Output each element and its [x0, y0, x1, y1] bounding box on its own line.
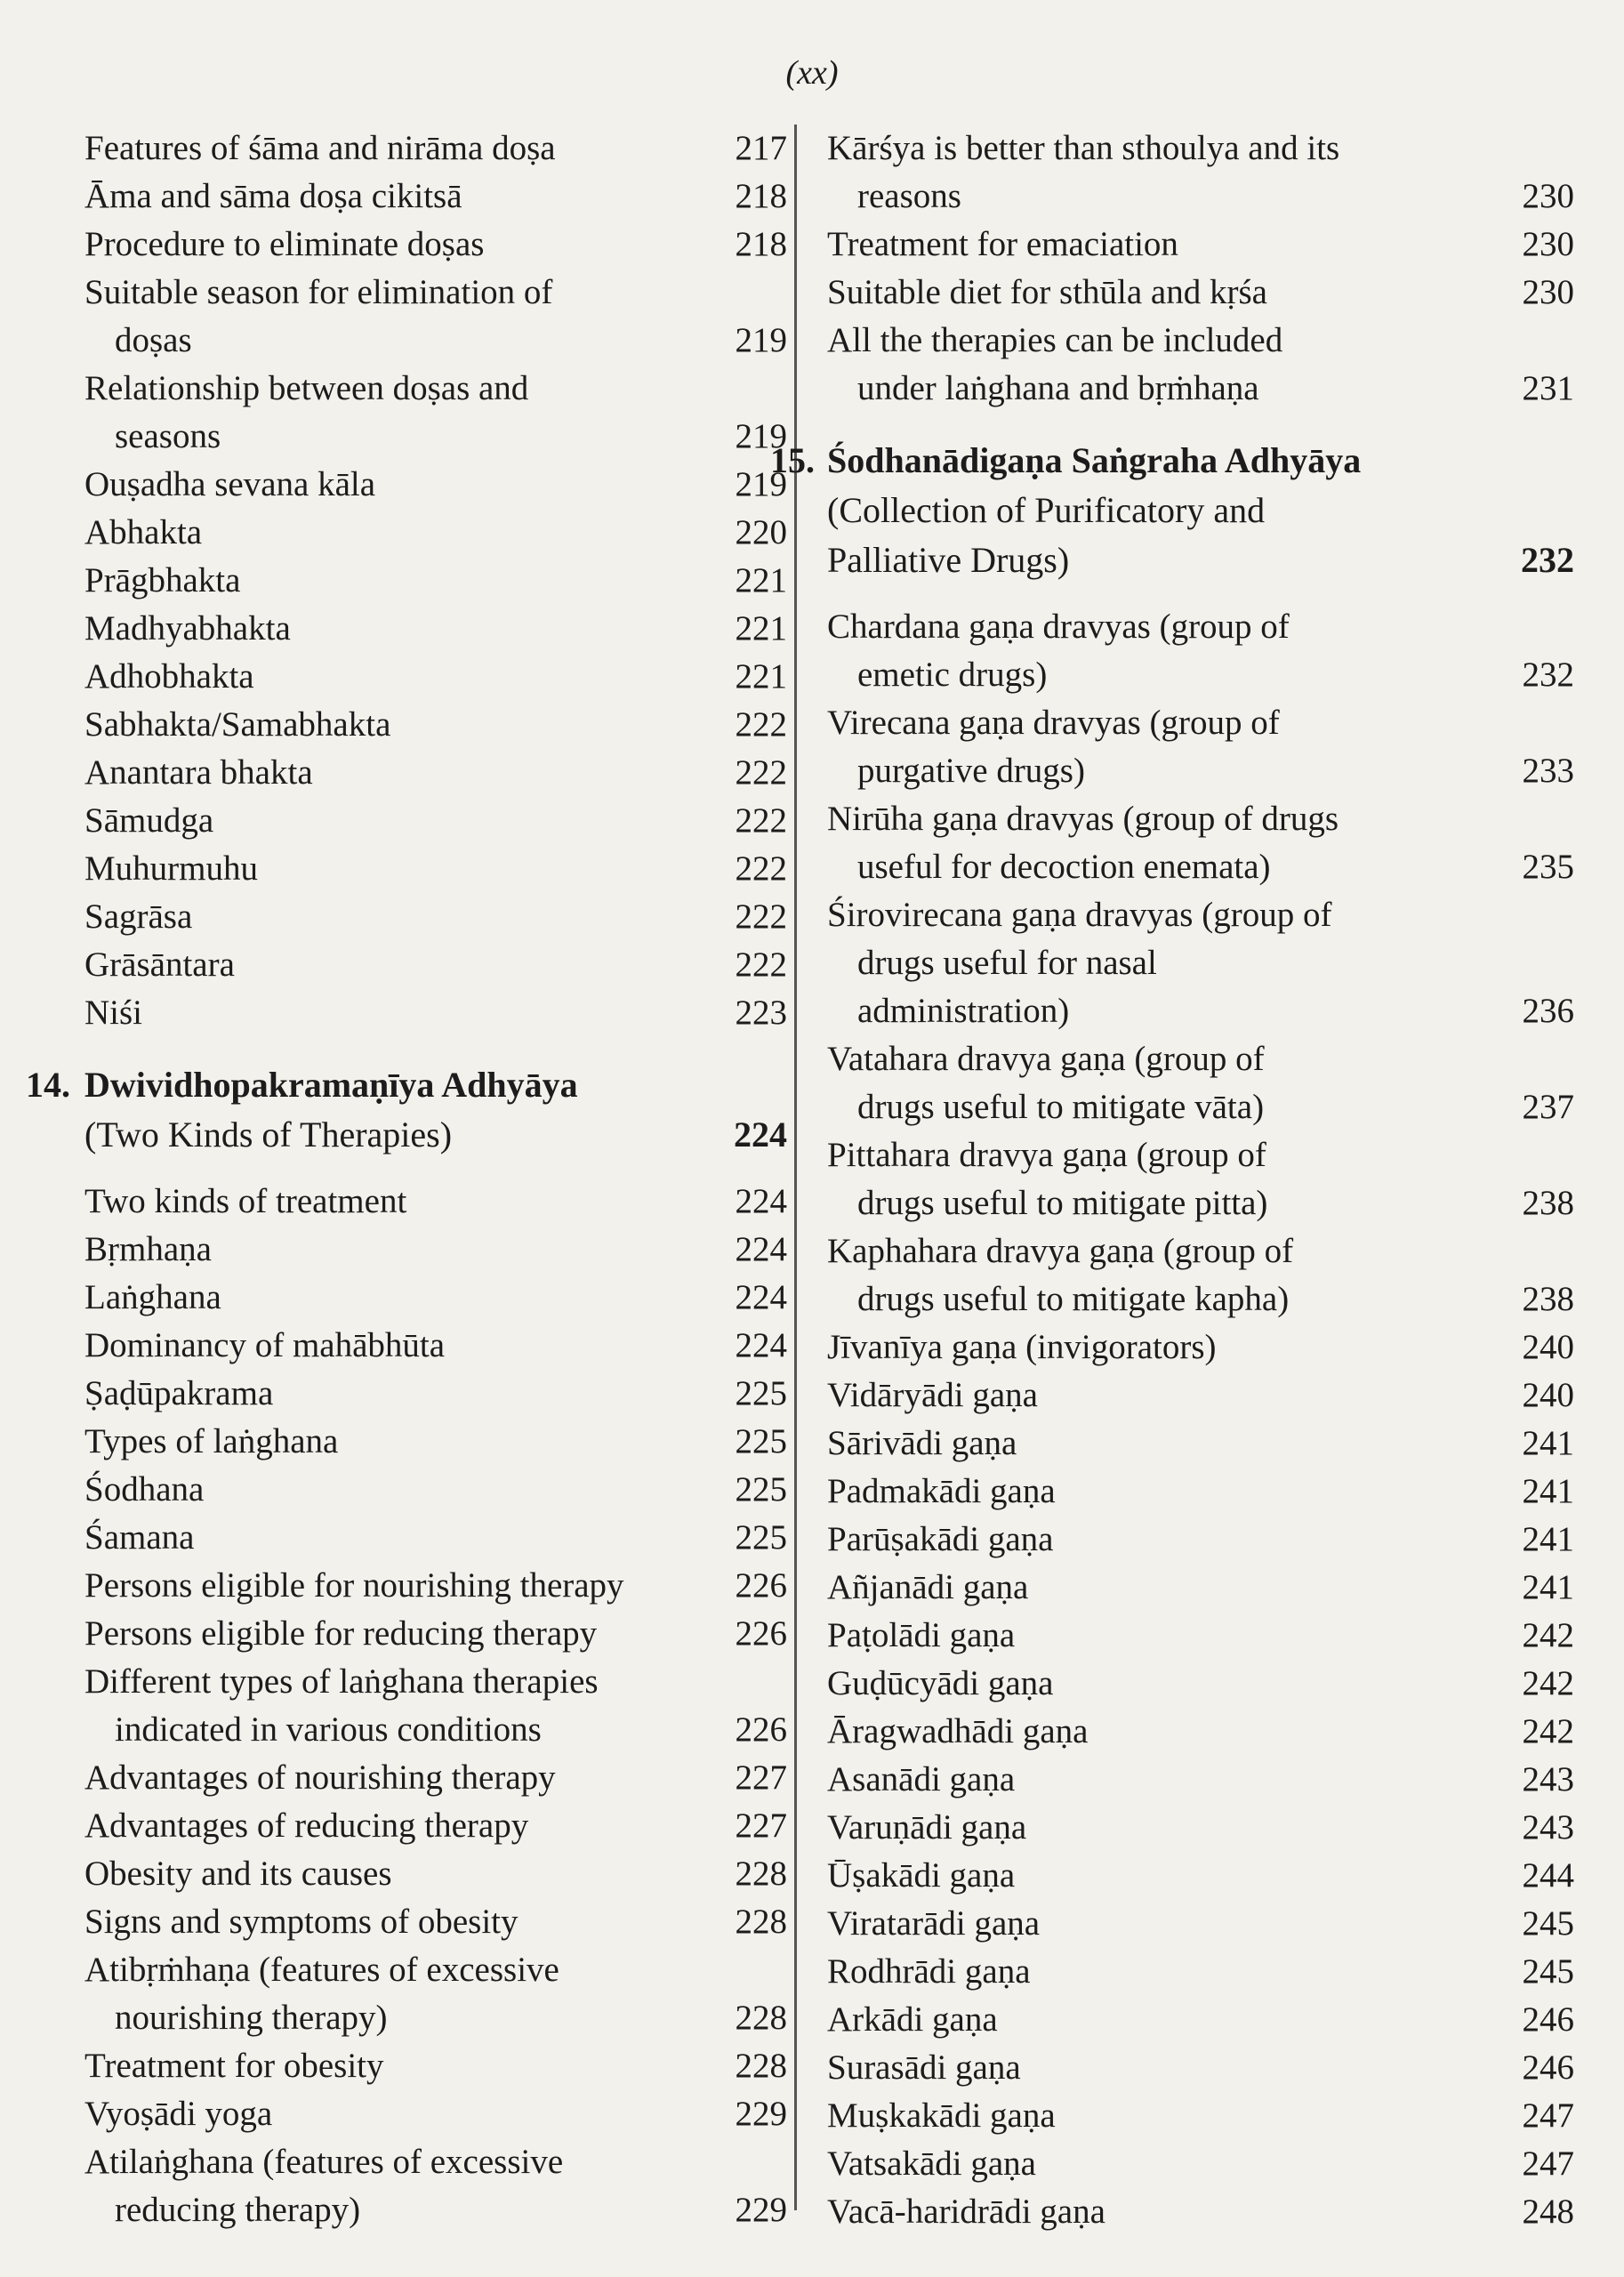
entry-page-number: 225 — [735, 1470, 787, 1509]
entry-page-number: 222 — [735, 945, 787, 984]
entry-title: Ṣaḍūpakrama — [84, 1374, 274, 1412]
entry-title: drugs useful to mitigate kapha) — [857, 1280, 1290, 1318]
chapter-number: 14. — [26, 1065, 70, 1105]
toc-entry — [84, 1610, 787, 1658]
entry-page-number: 219 — [735, 321, 787, 359]
toc-entry — [827, 1900, 1574, 1948]
toc-entry — [827, 699, 1574, 795]
entry-page-number: 230 — [1522, 225, 1574, 263]
entry-title: useful for decoction enemata) — [857, 848, 1271, 886]
toc-entry — [84, 1418, 787, 1466]
entry-title: Muhurmuhu — [84, 849, 258, 888]
entry-title: Vyoṣādi yoga — [84, 2095, 273, 2133]
toc-entry — [827, 1756, 1574, 1804]
toc-entry — [84, 1802, 787, 1850]
entry-page-number: 245 — [1522, 1952, 1574, 1991]
entry-title: Relationship between doṣas and — [84, 369, 529, 407]
entry-page-number: 231 — [1522, 369, 1574, 407]
chapter-heading — [26, 1060, 787, 1160]
entry-page-number: 235 — [1522, 848, 1574, 886]
toc-entry — [84, 1514, 787, 1562]
toc-entry — [84, 461, 787, 509]
entry-page-number: 218 — [735, 225, 787, 263]
toc-entry — [84, 1658, 787, 1754]
entry-page-number: 237 — [1522, 1088, 1574, 1126]
toc-entry — [84, 509, 787, 557]
entry-title: Two kinds of treatment — [84, 1182, 407, 1220]
toc-entry — [84, 1226, 787, 1274]
entry-title: Sāmudga — [84, 801, 214, 840]
chapter-subtitle: Palliative Drugs) — [827, 540, 1070, 580]
toc-entry — [84, 749, 787, 797]
entry-page-number: 224 — [735, 1230, 787, 1268]
toc-entry — [84, 1898, 787, 1946]
toc-entry — [827, 603, 1574, 699]
entry-page-number: 226 — [735, 1614, 787, 1653]
entry-title: Madhyabhakta — [84, 609, 291, 648]
entry-title: Persons eligible for reducing therapy — [84, 1614, 598, 1653]
toc-entry — [827, 1612, 1574, 1660]
entry-page-number: 246 — [1522, 2000, 1574, 2039]
entry-page-number: 228 — [735, 1855, 787, 1893]
entry-page-number: 244 — [1522, 1856, 1574, 1895]
entry-title: Sārivādi gaṇa — [827, 1424, 1017, 1462]
toc-entry — [84, 1466, 787, 1514]
toc-entry — [827, 2140, 1574, 2188]
entry-page-number: 247 — [1522, 2144, 1574, 2183]
entry-title: Vatahara dravya gaṇa (group of — [827, 1040, 1265, 1078]
entry-page-number: 219 — [735, 417, 787, 455]
toc-entry — [827, 1996, 1574, 2044]
toc-entry — [827, 2092, 1574, 2140]
entry-title: Abhakta — [84, 513, 203, 551]
entry-title: Advantages of reducing therapy — [84, 1806, 529, 1845]
entry-title: Varuṇādi gaṇa — [827, 1808, 1027, 1847]
chapter-heading — [770, 436, 1574, 585]
entry-title: Padmakādi gaṇa — [827, 1472, 1056, 1510]
entry-page-number: 243 — [1522, 1760, 1574, 1798]
entry-title: reasons — [857, 177, 961, 215]
toc-entry — [84, 269, 787, 365]
entry-title: Virecana gaṇa dravyas (group of — [827, 704, 1280, 742]
entry-title: Grāsāntara — [84, 945, 235, 984]
entry-page-number: 238 — [1522, 1280, 1574, 1318]
entry-page-number: 229 — [735, 2095, 787, 2133]
toc-entry — [84, 941, 787, 989]
entry-title: Paṭolādi gaṇa — [827, 1616, 1016, 1654]
entry-page-number: 230 — [1522, 177, 1574, 215]
entry-page-number: 228 — [735, 1903, 787, 1941]
entry-title: Chardana gaṇa dravyas (group of — [827, 607, 1290, 646]
toc-entry — [84, 1370, 787, 1418]
toc-entry — [827, 1804, 1574, 1852]
entry-page-number: 222 — [735, 897, 787, 936]
entry-title: Prāgbhakta — [84, 561, 241, 599]
toc-entry — [827, 1324, 1574, 1372]
entry-title: Asanādi gaṇa — [827, 1760, 1016, 1798]
entry-page-number: 218 — [735, 177, 787, 215]
entry-page-number: 227 — [735, 1758, 787, 1797]
entry-title: Ouṣadha sevana kāla — [84, 465, 376, 503]
entry-title: Muṣkakādi gaṇa — [827, 2096, 1056, 2135]
entry-page-number: 227 — [735, 1806, 787, 1845]
entry-title: Jīvanīya gaṇa (invigorators) — [827, 1328, 1217, 1366]
entry-title: Śamana — [84, 1518, 195, 1557]
toc-entry — [827, 221, 1574, 269]
entry-title: drugs useful for nasal — [857, 944, 1157, 982]
entry-page-number: 228 — [735, 2047, 787, 2085]
entry-page-number: 226 — [735, 1566, 787, 1605]
entry-title: Guḍūcyādi gaṇa — [827, 1664, 1054, 1702]
entry-title: Atibṛṁhaṇa (features of excessive — [84, 1951, 559, 1989]
entry-page-number: 217 — [735, 129, 787, 167]
entry-title: Different types of laṅghana therapies — [84, 1662, 599, 1701]
toc-entry — [84, 701, 787, 749]
entry-title: Features of śāma and nirāma doṣa — [84, 129, 556, 167]
page-number: (xx) — [785, 54, 839, 92]
toc-entry — [827, 795, 1574, 891]
entry-page-number: 246 — [1522, 2048, 1574, 2087]
entry-page-number: 224 — [735, 1278, 787, 1316]
toc-entry — [827, 125, 1574, 221]
toc-left-column — [26, 125, 787, 2234]
entry-page-number: 223 — [735, 994, 787, 1032]
entry-title: Ūṣakādi gaṇa — [827, 1856, 1016, 1895]
toc-entry — [84, 1178, 787, 1226]
entry-page-number: 242 — [1522, 1616, 1574, 1654]
entry-title: All the therapies can be included — [827, 321, 1283, 359]
toc-entry — [827, 1227, 1574, 1324]
toc-entry — [84, 221, 787, 269]
toc-entry — [84, 1274, 787, 1322]
entry-title: Āma and sāma doṣa cikitsā — [84, 177, 462, 215]
entry-title: Añjanādi gaṇa — [827, 1568, 1029, 1606]
entry-title: Anantara bhakta — [84, 753, 313, 792]
toc-entry — [84, 1850, 787, 1898]
toc-entry — [827, 1708, 1574, 1756]
entry-title: Surasādi gaṇa — [827, 2048, 1021, 2087]
entry-title: Parūṣakādi gaṇa — [827, 1520, 1054, 1558]
entry-page-number: 232 — [1522, 656, 1574, 694]
entry-page-number: 245 — [1522, 1904, 1574, 1943]
entry-title: Sagrāsa — [84, 897, 193, 936]
entry-page-number: 219 — [735, 465, 787, 503]
toc-entry — [827, 1131, 1574, 1227]
entry-page-number: 240 — [1522, 1376, 1574, 1414]
entry-title: Pittahara dravya gaṇa (group of — [827, 1136, 1266, 1174]
entry-title: purgative drugs) — [857, 752, 1085, 790]
entry-title: Obesity and its causes — [84, 1855, 392, 1893]
entry-title: Sabhakta/Samabhakta — [84, 705, 391, 744]
entry-title: Rodhrādi gaṇa — [827, 1952, 1031, 1991]
entry-page-number: 229 — [735, 2191, 787, 2229]
toc-entry — [827, 1468, 1574, 1516]
toc-entry — [84, 893, 787, 941]
chapter-subtitle: (Two Kinds of Therapies) — [84, 1114, 453, 1155]
entry-title: indicated in various conditions — [115, 1710, 542, 1749]
entry-title: doṣas — [115, 321, 192, 359]
toc-entry — [827, 1852, 1574, 1900]
toc-entry — [827, 1516, 1574, 1564]
toc-entry — [84, 173, 787, 221]
entry-title: emetic drugs) — [857, 656, 1048, 694]
toc-entry — [827, 2188, 1574, 2236]
chapter-title: Śodhanādigaṇa Saṅgraha Adhyāya — [827, 440, 1362, 480]
toc-entry — [827, 1948, 1574, 1996]
entry-title: Treatment for emaciation — [827, 225, 1178, 263]
entry-page-number: 225 — [735, 1422, 787, 1460]
toc-entry — [84, 1562, 787, 1610]
entry-title: Niśi — [84, 994, 143, 1032]
entry-page-number: 224 — [735, 1182, 787, 1220]
chapter-subtitle: (Collection of Purificatory and — [827, 490, 1266, 530]
entry-page-number: 221 — [735, 561, 787, 599]
entry-page-number: 242 — [1522, 1664, 1574, 1702]
entry-title: Śirovirecana gaṇa dravyas (group of — [827, 896, 1332, 934]
entry-page-number: 243 — [1522, 1808, 1574, 1847]
entry-page-number: 230 — [1522, 273, 1574, 311]
chapter-page-number: 224 — [734, 1114, 787, 1155]
entry-page-number: 228 — [735, 1999, 787, 2037]
entry-title: Suitable season for elimination of — [84, 273, 553, 311]
chapter-page-number: 232 — [1521, 540, 1574, 580]
toc-entry — [84, 125, 787, 173]
entry-title: Kārśya is better than sthoulya and its — [827, 129, 1340, 167]
toc-entry — [827, 1035, 1574, 1131]
entry-title: Śodhana — [84, 1470, 205, 1509]
entry-page-number: 224 — [735, 1326, 787, 1364]
entry-title: drugs useful to mitigate vāta) — [857, 1088, 1265, 1126]
entry-title: administration) — [857, 992, 1070, 1030]
entry-title: Adhobhakta — [84, 657, 254, 696]
entry-page-number: 242 — [1522, 1712, 1574, 1750]
toc-entry — [827, 1660, 1574, 1708]
toc-entry — [84, 2042, 787, 2090]
entry-page-number: 248 — [1522, 2193, 1574, 2231]
entry-title: Suitable diet for sthūla and kṛśa — [827, 273, 1267, 311]
toc-entry — [827, 1420, 1574, 1468]
toc-entry — [827, 1372, 1574, 1420]
toc-entry — [84, 2090, 787, 2138]
entry-page-number: 220 — [735, 513, 787, 551]
entry-page-number: 233 — [1522, 752, 1574, 790]
toc-entry — [84, 2138, 787, 2234]
chapter-title: Dwividhopakramaṇīya Adhyāya — [84, 1065, 578, 1105]
entry-title: Nirūha gaṇa dravyas (group of drugs — [827, 800, 1339, 838]
toc-entry — [84, 1754, 787, 1802]
entry-title: Advantages of nourishing therapy — [84, 1758, 556, 1797]
toc-entry — [827, 2044, 1574, 2092]
entry-page-number: 241 — [1522, 1424, 1574, 1462]
entry-title: Bṛmhaṇa — [84, 1230, 212, 1268]
entry-page-number: 221 — [735, 657, 787, 696]
entry-page-number: 238 — [1522, 1184, 1574, 1222]
entry-title: Types of laṅghana — [84, 1422, 339, 1460]
entry-page-number: 221 — [735, 609, 787, 648]
entry-page-number: 222 — [735, 705, 787, 744]
entry-title: Arkādi gaṇa — [827, 2000, 998, 2039]
toc-right-column — [770, 125, 1574, 2236]
toc-entry — [84, 365, 787, 461]
entry-title: Dominancy of mahābhūta — [84, 1326, 446, 1364]
entry-title: Procedure to eliminate doṣas — [84, 225, 485, 263]
toc-entry — [84, 797, 787, 845]
entry-title: Vatsakādi gaṇa — [827, 2144, 1036, 2183]
entry-page-number: 241 — [1522, 1520, 1574, 1558]
entry-title: Atilaṅghana (features of excessive — [84, 2143, 564, 2181]
toc-entry — [827, 269, 1574, 317]
toc-entry — [84, 845, 787, 893]
entry-page-number: 222 — [735, 753, 787, 792]
entry-title: Signs and symptoms of obesity — [84, 1903, 519, 1941]
toc-entry — [84, 989, 787, 1037]
entry-title: drugs useful to mitigate pitta) — [857, 1184, 1268, 1222]
entry-title: under laṅghana and bṛṁhaṇa — [857, 369, 1259, 407]
entry-title: Vidāryādi gaṇa — [827, 1376, 1038, 1414]
entry-title: reducing therapy) — [115, 2191, 361, 2229]
toc-entry — [84, 1946, 787, 2042]
toc-entry — [84, 557, 787, 605]
entry-page-number: 225 — [735, 1374, 787, 1412]
toc-entry — [84, 605, 787, 653]
entry-page-number: 241 — [1522, 1472, 1574, 1510]
entry-page-number: 225 — [735, 1518, 787, 1557]
entry-title: Viratarādi gaṇa — [827, 1904, 1041, 1943]
entry-page-number: 226 — [735, 1710, 787, 1749]
entry-title: Laṅghana — [84, 1278, 221, 1316]
toc-entry — [827, 891, 1574, 1035]
entry-page-number: 241 — [1522, 1568, 1574, 1606]
entry-title: nourishing therapy) — [115, 1999, 388, 2037]
toc-entry — [827, 317, 1574, 413]
toc-entry — [84, 653, 787, 701]
entry-page-number: 247 — [1522, 2096, 1574, 2135]
entry-page-number: 236 — [1522, 992, 1574, 1030]
entry-page-number: 222 — [735, 849, 787, 888]
entry-title: Kaphahara dravya gaṇa (group of — [827, 1232, 1294, 1270]
entry-title: seasons — [115, 417, 221, 455]
entry-title: Vacā-haridrādi gaṇa — [827, 2193, 1105, 2231]
chapter-number: 15. — [770, 440, 815, 480]
entry-title: Persons eligible for nourishing therapy — [84, 1566, 624, 1605]
toc-entry — [84, 1322, 787, 1370]
entry-title: Treatment for obesity — [84, 2047, 384, 2085]
toc-entry — [827, 1564, 1574, 1612]
entry-title: Āragwadhādi gaṇa — [827, 1712, 1089, 1750]
entry-page-number: 222 — [735, 801, 787, 840]
entry-page-number: 240 — [1522, 1328, 1574, 1366]
